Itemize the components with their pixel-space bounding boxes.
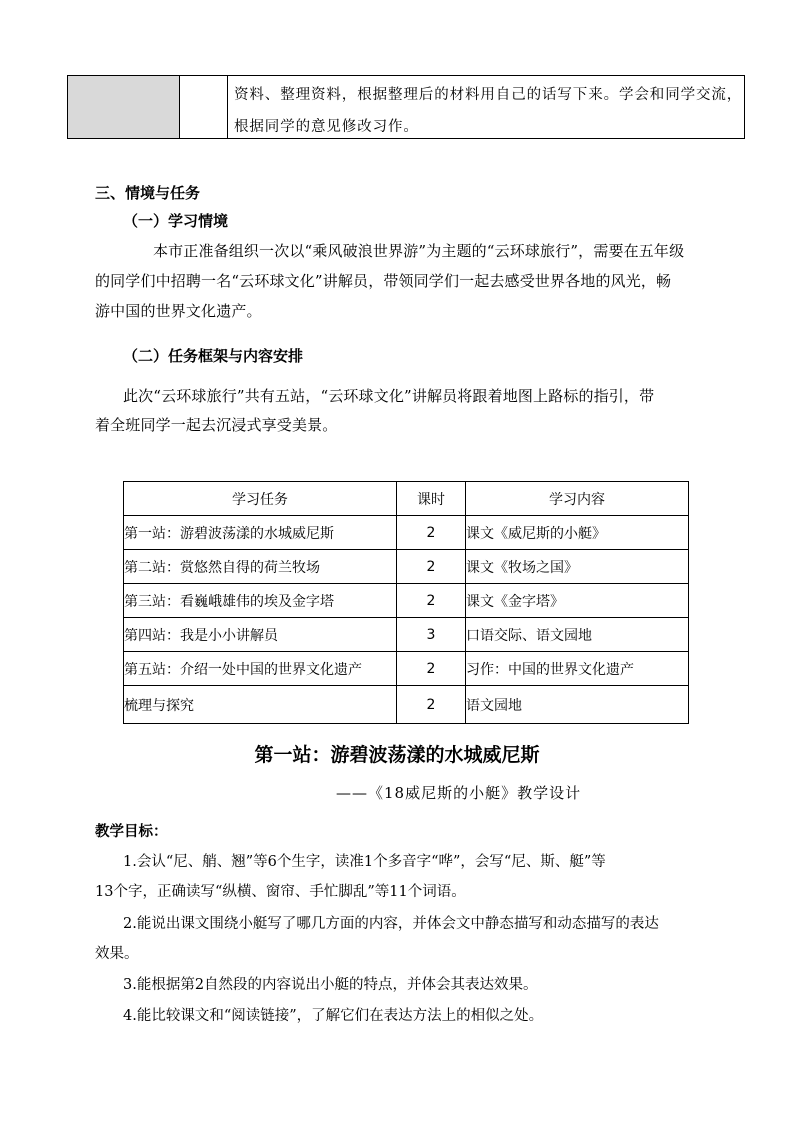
situation-paragraph-line-2: 的同学们中招聘一名“云环球文化”讲解员，带领同学们一起去感受世界各地的风光，畅 [95,272,672,290]
task-cell: 第二站：赏悠然自得的荷兰牧场 [124,550,397,584]
hours-cell: 2 [397,652,466,686]
table-row [124,584,689,618]
continuation-text-line-2: 根据同学的意见修改习作。 [234,119,419,135]
goal-4: 4.能比较课文和“阅读链接”，了解它们在表达方法上的相似之处。 [123,1008,544,1024]
hours-cell: 2 [397,516,466,550]
goal-2-line-2: 效果。 [95,946,139,962]
tasks-paragraph-line-1: 此次“云环球旅行”共有五站，“云环球文化”讲解员将跟着地图上路标的指引，带 [123,387,655,405]
task-cell: 第四站：我是小小讲解员 [124,618,397,652]
content-cell: 口语交际、语文园地 [466,618,689,652]
subsection-heading-situation: （一）学习情境 [123,212,229,230]
table-row [124,516,689,550]
table-shaded-cell [68,76,180,138]
content-cell: 课文《威尼斯的小艇》 [466,516,689,550]
tasks-paragraph-line-2: 着全班同学一起去沉浸式享受美景。 [95,416,338,434]
hours-cell: 2 [397,686,466,724]
header-content: 学习内容 [466,482,689,516]
task-cell: 第五站：介绍一处中国的世界文化遗产 [124,652,397,686]
task-cell: 第三站：看巍峨雄伟的埃及金字塔 [124,584,397,618]
header-task: 学习任务 [124,482,397,516]
table-row [124,550,689,584]
section-heading: 三、情境与任务 [95,184,201,202]
table-row [124,618,689,652]
situation-paragraph-line-3: 游中国的世界文化遗产。 [95,302,262,320]
goals-heading: 教学目标： [95,824,168,840]
hours-cell: 2 [397,584,466,618]
task-table [123,481,689,724]
situation-paragraph-line-1: 本市正准备组织一次以“乘风破浪世界游”为主题的“云环球旅行”，需要在五年级 [153,242,685,260]
content-cell: 习作：中国的世界文化遗产 [466,652,689,686]
table-empty-cell [180,76,228,138]
lesson-title: 第一站：游碧波荡漾的水城威尼斯 [254,744,540,766]
goal-1-line-2: 13个字，正确读写“纵横、窗帘、手忙脚乱”等11个词语。 [95,884,466,900]
goal-1-line-1: 1.会认“尼、艄、翘”等6个生字，读准1个多音字“哗”，会写“尼、斯、艇”等 [123,854,606,870]
lesson-subtitle: ——《18威尼斯的小艇》教学设计 [336,784,582,802]
hours-cell: 2 [397,550,466,584]
content-cell: 课文《金字塔》 [466,584,689,618]
goal-2-line-1: 2.能说出课文围绕小艇写了哪几方面的内容，并体会文中静态描写和动态描写的表达 [123,916,659,932]
content-cell: 语文园地 [466,686,689,724]
header-hours: 课时 [397,482,466,516]
content-cell: 课文《牧场之国》 [466,550,689,584]
task-cell: 第一站：游碧波荡漾的水城威尼斯 [124,516,397,550]
hours-cell: 3 [397,618,466,652]
table-row [124,652,689,686]
continuation-text-line-1: 资料、整理资料，根据整理后的材料用自己的话写下来。学会和同学交流， [234,87,743,103]
goal-3: 3.能根据第2自然段的内容说出小艇的特点，并体会其表达效果。 [123,977,538,993]
subsection-heading-tasks: （二）任务框架与内容安排 [123,347,304,365]
table-row [124,686,689,724]
task-cell: 梳理与探究 [124,686,397,724]
table-header-row [124,482,689,516]
